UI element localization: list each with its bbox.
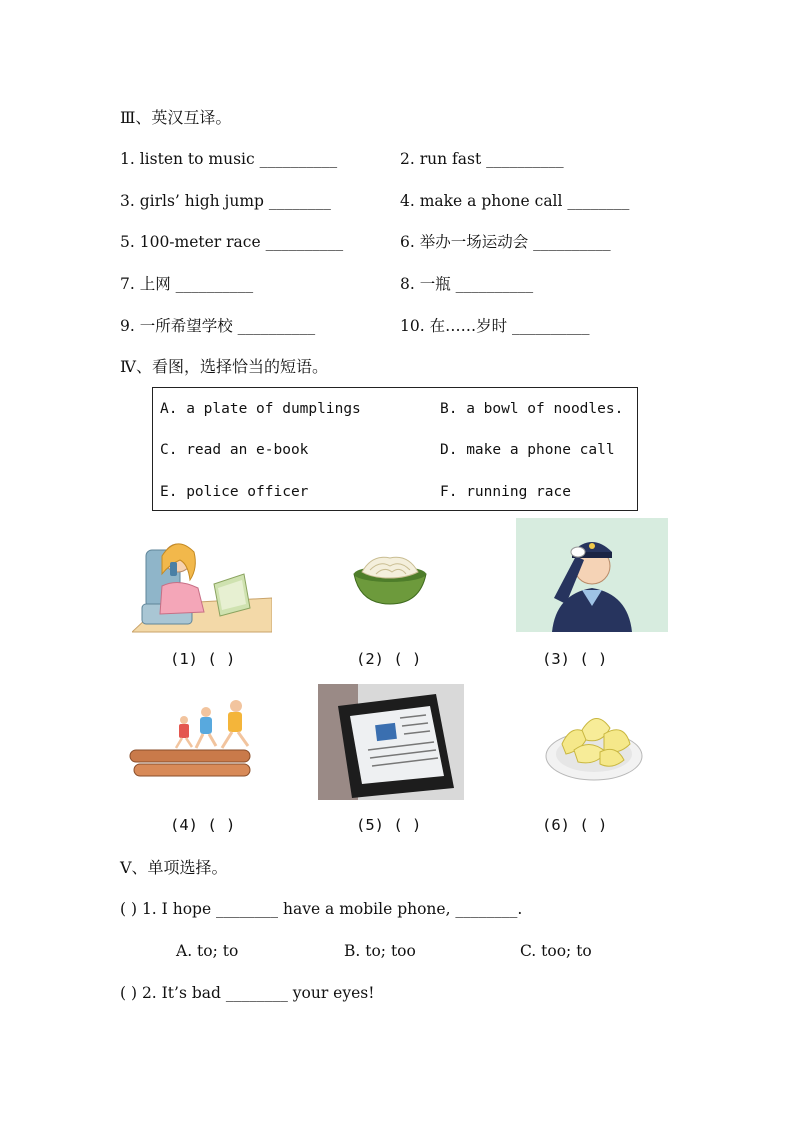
translation-item-5: 5. 100-meter race __________: [120, 233, 344, 251]
option-f: F. running race: [440, 484, 571, 500]
picture-6-answer-label: (6) ( ): [542, 816, 608, 834]
police-officer-picture: [516, 518, 668, 632]
option-a: A. a plate of dumplings: [160, 401, 361, 417]
picture-1-answer-label: (1) ( ): [170, 650, 236, 668]
section-4-title: Ⅳ、看图，选择恰当的短语。: [120, 357, 328, 376]
option-b: B. a bowl of noodles.: [440, 401, 624, 417]
picture-5-answer-label: (5) ( ): [356, 816, 422, 834]
girl-phone-call-picture: [132, 534, 272, 634]
translation-item-8: 8. 一瓶 __________: [400, 275, 534, 293]
section-3-title: Ⅲ、英汉互译。: [120, 108, 232, 127]
phrase-options-box: [152, 387, 638, 511]
translation-item-2: 2. run fast __________: [400, 150, 564, 168]
question-2: ( ) 2. It’s bad ________ your eyes!: [120, 984, 375, 1002]
translation-item-10: 10. 在……岁时 __________: [400, 317, 590, 335]
dumplings-plate-picture: [544, 700, 644, 784]
running-race-picture: [126, 694, 266, 786]
picture-4-answer-label: (4) ( ): [170, 816, 236, 834]
translation-item-3: 3. girls’ high jump ________: [120, 192, 331, 210]
option-d: D. make a phone call: [440, 442, 615, 458]
translation-item-1: 1. listen to music __________: [120, 150, 338, 168]
option-c: C. read an e-book: [160, 442, 309, 458]
question-1: ( ) 1. I hope ________ have a mobile phone, ________.: [120, 900, 523, 918]
translation-item-4: 4. make a phone call ________: [400, 192, 630, 210]
question-1-option-c: C. too; to: [520, 942, 592, 960]
option-e: E. police officer: [160, 484, 309, 500]
section-5-title: Ⅴ、单项选择。: [120, 858, 228, 877]
question-1-option-b: B. to; too: [344, 942, 416, 960]
question-1-option-a: A. to; to: [176, 942, 239, 960]
translation-item-7: 7. 上网 __________: [120, 275, 254, 293]
translation-item-6: 6. 举办一场运动会 __________: [400, 233, 611, 251]
translation-item-9: 9. 一所希望学校 __________: [120, 317, 316, 335]
picture-2-answer-label: (2) ( ): [356, 650, 422, 668]
noodle-bowl-picture: [350, 552, 430, 608]
picture-3-answer-label: (3) ( ): [542, 650, 608, 668]
e-book-reader-picture: [318, 684, 464, 800]
